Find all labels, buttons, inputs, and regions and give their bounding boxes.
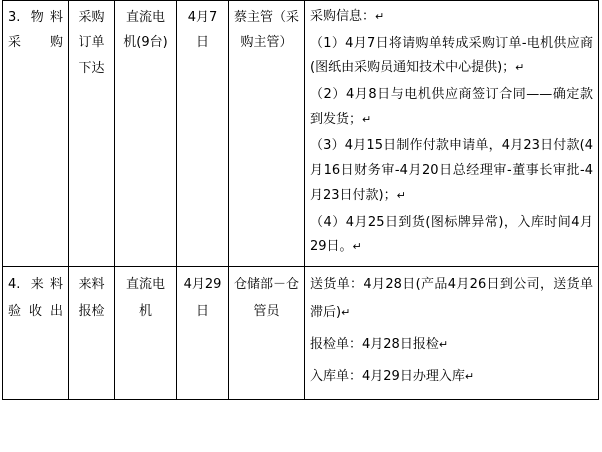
pilcrow-icon: ↵ bbox=[375, 10, 385, 23]
pilcrow-icon: ↵ bbox=[362, 112, 372, 126]
cell-no-text: 3. 物料采购 bbox=[8, 10, 63, 51]
info-line bbox=[310, 363, 593, 391]
pilcrow-icon: ↵ bbox=[515, 61, 525, 75]
info-line bbox=[310, 32, 593, 81]
pilcrow-icon: ↵ bbox=[396, 188, 406, 202]
cell-item-text: 来料报检 bbox=[78, 276, 105, 320]
info-line-text: （1）4月7日将请购单转成采购订单-电机供应商(图纸由采购员通知技术中心提供)； bbox=[310, 35, 593, 76]
info-line-text: 送货单：4月28日(产品4月26日到公司，送货单滞后) bbox=[310, 276, 593, 320]
info-title-text: 采购信息： bbox=[310, 9, 376, 24]
info-line-text: （3）4月15日制作付款申请单，4月23日付款(4月16日财务审-4月20日总经理审-董事长审批-4月23日付款)； bbox=[310, 138, 593, 203]
info-line-text: （4）4月25日到货(图标牌异常)，入库时间4月29日。 bbox=[310, 214, 593, 255]
cell-info bbox=[305, 1, 599, 267]
info-title bbox=[310, 5, 593, 30]
cell-no bbox=[3, 1, 69, 267]
cell-product bbox=[115, 266, 177, 399]
cell-item-text: 采购订单下达 bbox=[78, 10, 105, 76]
cell-date bbox=[177, 1, 229, 267]
cell-item bbox=[69, 266, 115, 399]
table-row bbox=[3, 266, 599, 399]
cell-no bbox=[3, 266, 69, 399]
pilcrow-icon: ↵ bbox=[438, 337, 449, 351]
info-line-text: 报检单：4月28日报检 bbox=[310, 336, 439, 352]
cell-date bbox=[177, 266, 229, 399]
cell-product bbox=[115, 1, 177, 267]
table-row bbox=[3, 1, 599, 267]
info-line-text: 入库单：4月29日办理入库 bbox=[310, 368, 465, 384]
cell-owner bbox=[229, 266, 305, 399]
cell-info bbox=[305, 266, 599, 399]
cell-date-text: 4月7日 bbox=[187, 10, 218, 51]
cell-owner-text: 仓储部－仓管员 bbox=[234, 276, 300, 320]
cell-product-text: 直流电机 bbox=[125, 276, 165, 320]
pilcrow-icon: ↵ bbox=[464, 369, 475, 383]
info-line-text: （2）4月8日与电机供应商签订合同——确定款到发货； bbox=[310, 87, 593, 127]
cell-item bbox=[69, 1, 115, 267]
pilcrow-icon: ↵ bbox=[352, 240, 362, 254]
info-line bbox=[310, 134, 593, 208]
cell-date-text: 4月29日 bbox=[183, 276, 222, 320]
info-line bbox=[310, 83, 593, 132]
pilcrow-icon: ↵ bbox=[341, 305, 351, 319]
process-table bbox=[2, 0, 599, 400]
cell-owner-text: 蔡主管（采购主管） bbox=[234, 10, 300, 51]
cell-owner bbox=[229, 1, 305, 267]
cell-no-text: 4. 来料验收出 bbox=[8, 276, 63, 320]
info-line bbox=[310, 211, 593, 260]
info-line bbox=[310, 271, 593, 327]
cell-product-text: 直流电机(9台) bbox=[123, 10, 168, 51]
info-line bbox=[310, 331, 593, 359]
